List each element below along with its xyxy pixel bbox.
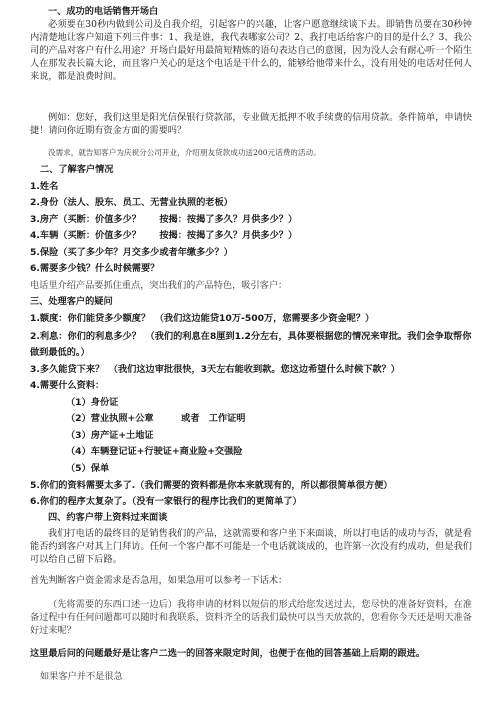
section-4-not-urgent: 如果客户并不是很急 [40, 671, 123, 682]
document-item: （2）营业执照+公章 或者 工作证明 [66, 413, 246, 424]
info-item: 2.身份（法人、股东、员工、无营业执照的老板） [30, 197, 233, 208]
section-2-heading: 二、了解客户情况 [40, 164, 114, 175]
section-4-paragraph: 我们打电话的最终目的是销售我们的产品，这就需要和客户坐下来面谈，所以打电话的成功与否，就是看能否约到客户对其上门拜访。任何一个客户都不可能是一个电话就谈成的，也许第一次没有约成功，但是我们可以给自己留下后路。 [30, 528, 472, 565]
document-item: （5）保单 [66, 463, 110, 474]
section-1-example: 例如：您好，我们这里是阳光信保银行贷款部，专业做无抵押不收手续费的信用贷款。条件简单，申请快捷！请问你近期有资金方面的需要吗？ [30, 112, 472, 136]
info-item: 4.车辆（买断：价值多少？ 按揭：按揭了多久？月供多少？） [30, 230, 298, 241]
document-item: （3）房产证+土地证 [66, 430, 154, 441]
question-timing: 3.多久能贷下来？ （我们这边审批很快，3天左右能收到款。您这边希望什么时候下款？） [30, 364, 400, 375]
section-1-paragraph: 必须要在30秒内做到公司及自我介绍，引起客户的兴趣，让客户愿意继续谈下去。即销售员要在30秒钟内清楚地让客户知道下列三件事：1、我是谁，我代表哪家公司？2、我打电话给客户的目的是什么？3、我公司的产品对客户有什么用途？开场白最好用最简短精炼的语句表达自己的意图，因为没人会有耐心听一个陌生人在那发表长篇大论，而且客户关心的是这个电话是干什么的，能够给他带来什么，没有用处的电话对任何人来说，都是浪费时间。 [30, 19, 472, 82]
info-item: 6.需要多少钱？什么时候需要？ [30, 263, 160, 274]
section-4-urgency-check: 首先判断客户资金需求是否急用，如果急用可以参考一下话术： [30, 575, 288, 586]
question-amount: 1.额度：你们能贷多少额度？ （我们这边能贷10万-500万，您需要多少资金呢？） [30, 313, 375, 324]
section-4-heading: 四、约客户带上资料过来面谈 [48, 512, 168, 523]
section-4-script: （先将需要的东西口述一边后）我将申请的材料以短信的形式给您发送过去，您尽快的准备好资料，在准备过程中有任何问题都可以随时和我联系，资料齐全的话我们最快可以当天放款的，您看你今天还是明天准备好过来呢？ [30, 599, 472, 636]
info-item: 5.保险（买了多少年？月交多少或者年缴多少？） [30, 247, 233, 258]
question-interest: 2.利息：你们的利息多少？ （我们的利息在8厘到1.2分左右，具体要根据您的情况来审批。我们会争取帮你做到最低的。） [30, 331, 472, 358]
question-documents: 4.需要什么资料： [30, 380, 105, 391]
document-item: （4）车辆登记证+行驶证+商业险+交强险 [66, 446, 243, 457]
section-3-heading: 三、处理客户的疑问 [30, 296, 113, 307]
section-1-heading: 一、成功的电话销售开场白 [48, 6, 159, 17]
document-item: （1）身份证 [66, 397, 119, 408]
section-1-note: 没需求，就告知客户为庆祝分公司开业，介绍朋友贷款成功送200元话费的活动。 [48, 148, 321, 157]
objection-complex-process: 6.你们的程序太复杂了。（没有一家银行的程序比我们的更简单了） [30, 496, 302, 507]
info-item: 3.房产（买断：价值多少？ 按揭：按揭了多久？月供多少？） [30, 214, 298, 225]
objection-too-many-documents: 5.你们的资料需要太多了.（我们需要的资料都是你本来就现有的，所以都很简单很方便） [30, 480, 393, 491]
section-4-tip: 这里最后问的问题最好是让客户二选一的回答来限定时间，也便于在他的回答基础上后期的跟进。 [30, 648, 426, 659]
section-2-note: 电话里介绍产品要抓住重点，突出我们的产品特色，吸引客户： [30, 280, 288, 291]
info-item: 1.姓名 [30, 181, 59, 192]
